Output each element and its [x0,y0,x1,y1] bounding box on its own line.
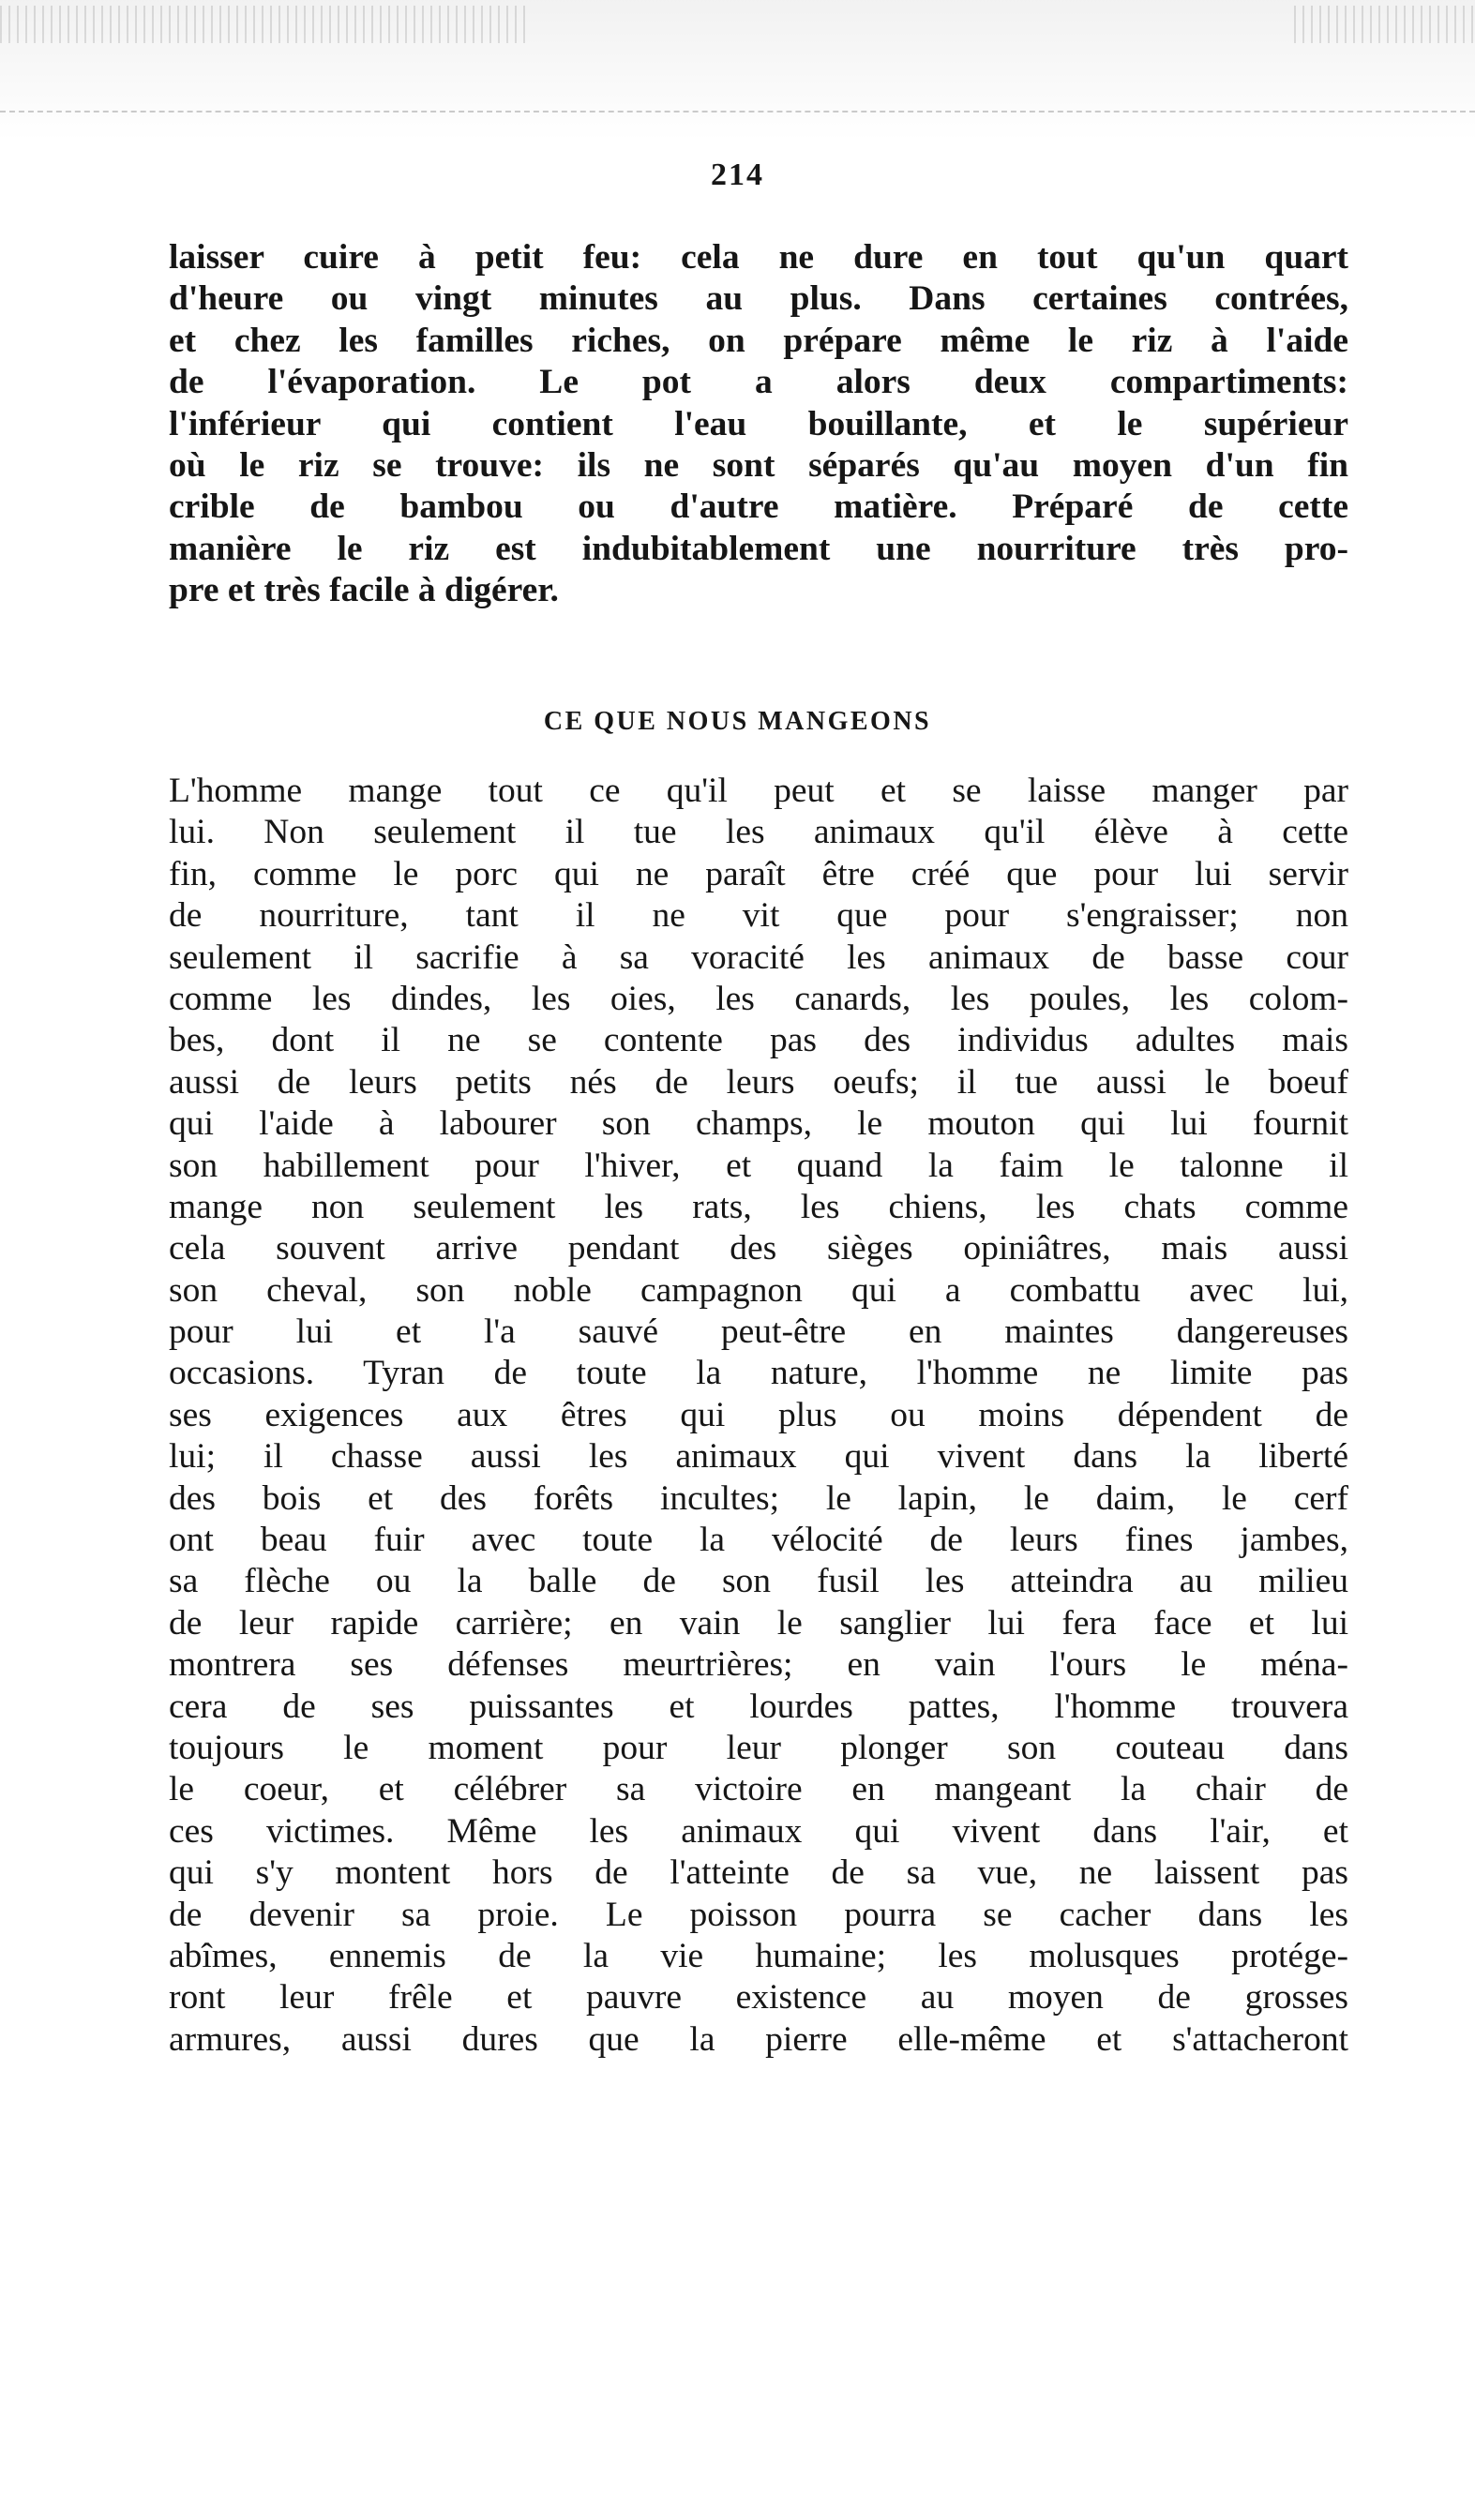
section-body [169,771,1348,2061]
page-number: 214 [711,158,764,192]
text-line: qui l'aide à labourer son champs, le mouton qui lui fournit [169,1104,1348,1144]
text-line: comme les dindes, les oies, les canards, les poules, les colom- [169,979,1348,1018]
text-line: laisser cuire à petit feu: cela ne dure en tout qu'un quart [169,238,1348,277]
scan-rule [0,111,1475,112]
text-line: de nourriture, tant il ne vit que pour s'engraisser; non [169,896,1348,936]
text-line: cela souvent arrive pendant des sièges opiniâtres, mais aussi [169,1229,1348,1268]
scan-speckle-left [0,6,525,43]
text-line: abîmes, ennemis de la vie humaine; les molusques protége- [169,1936,1348,1975]
text-line: montrera ses défenses meurtrières; en vain l'ours le ména- [169,1645,1348,1685]
text-line: aussi de leurs petits nés de leurs oeufs; il tue aussi le boeuf [169,1062,1348,1102]
text-line: fin, comme le porc qui ne paraît être créé que pour lui servir [169,854,1348,893]
text-line: de leur rapide carrière; en vain le sanglier lui fera face et lui [169,1603,1348,1642]
text-line: qui s'y montent hors de l'atteinte de sa vue, ne laissent pas [169,1853,1348,1893]
text-line: d'heure ou vingt minutes au plus. Dans certaines contrées, [169,279,1348,319]
text-line: seulement il sacrifie à sa voracité les animaux de basse cour [169,938,1348,977]
scan-speckle-right [1294,6,1475,43]
intro-paragraph [169,237,1348,612]
text-line: son habillement pour l'hiver, et quand la faim le talonne il [169,1146,1348,1185]
text-line: pour lui et l'a sauvé peut-être en maintes dangereuses [169,1312,1348,1352]
text-line: toujours le moment pour leur plonger son couteau dans [169,1728,1348,1767]
text-line: occasions. Tyran de toute la nature, l'homme ne limite pas [169,1354,1348,1393]
text-line: des bois et des forêts incultes; le lapin, le daim, le cerf [169,1478,1348,1518]
text-line: son cheval, son noble campagnon qui a combattu avec lui, [169,1270,1348,1310]
section-title: CE QUE NOUS MANGEONS [543,707,932,736]
text-line: crible de bambou ou d'autre matière. Préparé de cette [169,488,1348,527]
text-line: mange non seulement les rats, les chiens, les chats comme [169,1187,1348,1226]
text-line: ront leur frêle et pauvre existence au moyen de grosses [169,1978,1348,2018]
text-line: de l'évaporation. Le pot a alors deux compartiments: [169,363,1348,402]
text-line: de devenir sa proie. Le poisson pourra se cacher dans les [169,1895,1348,1934]
text-line: pre et très facile à digérer. [169,571,559,610]
text-line: manière le riz est indubitablement une nourriture très pro- [169,529,1348,568]
text-line: et chez les familles riches, on prépare même le riz à l'aide [169,321,1348,360]
text-line: bes, dont il ne se contente pas des individus adultes mais [169,1021,1348,1060]
text-line: L'homme mange tout ce qu'il peut et se laisse manger par [169,772,1348,810]
text-line: l'inférieur qui contient l'eau bouillante, et le supérieur [169,404,1348,443]
text-line: lui. Non seulement il tue les animaux qu'il élève à cette [169,813,1348,852]
text-line: ces victimes. Même les animaux qui vivent dans l'air, et [169,1811,1348,1851]
text-line: où le riz se trouve: ils ne sont séparés qu'au moyen d'un fin [169,445,1348,485]
text-line: sa flèche ou la balle de son fusil les atteindra au milieu [169,1562,1348,1601]
text-line: armures, aussi dures que la pierre elle-même et s'attacheront [169,2019,1348,2059]
text-line: le coeur, et célébrer sa victoire en mangeant la chair de [169,1770,1348,1809]
text-line: ont beau fuir avec toute la vélocité de leurs fines jambes, [169,1521,1348,1560]
text-line: lui; il chasse aussi les animaux qui vivent dans la liberté [169,1437,1348,1477]
text-line: cera de ses puissantes et lourdes pattes, l'homme trouvera [169,1687,1348,1726]
text-line: ses exigences aux êtres qui plus ou moins dépendent de [169,1395,1348,1434]
